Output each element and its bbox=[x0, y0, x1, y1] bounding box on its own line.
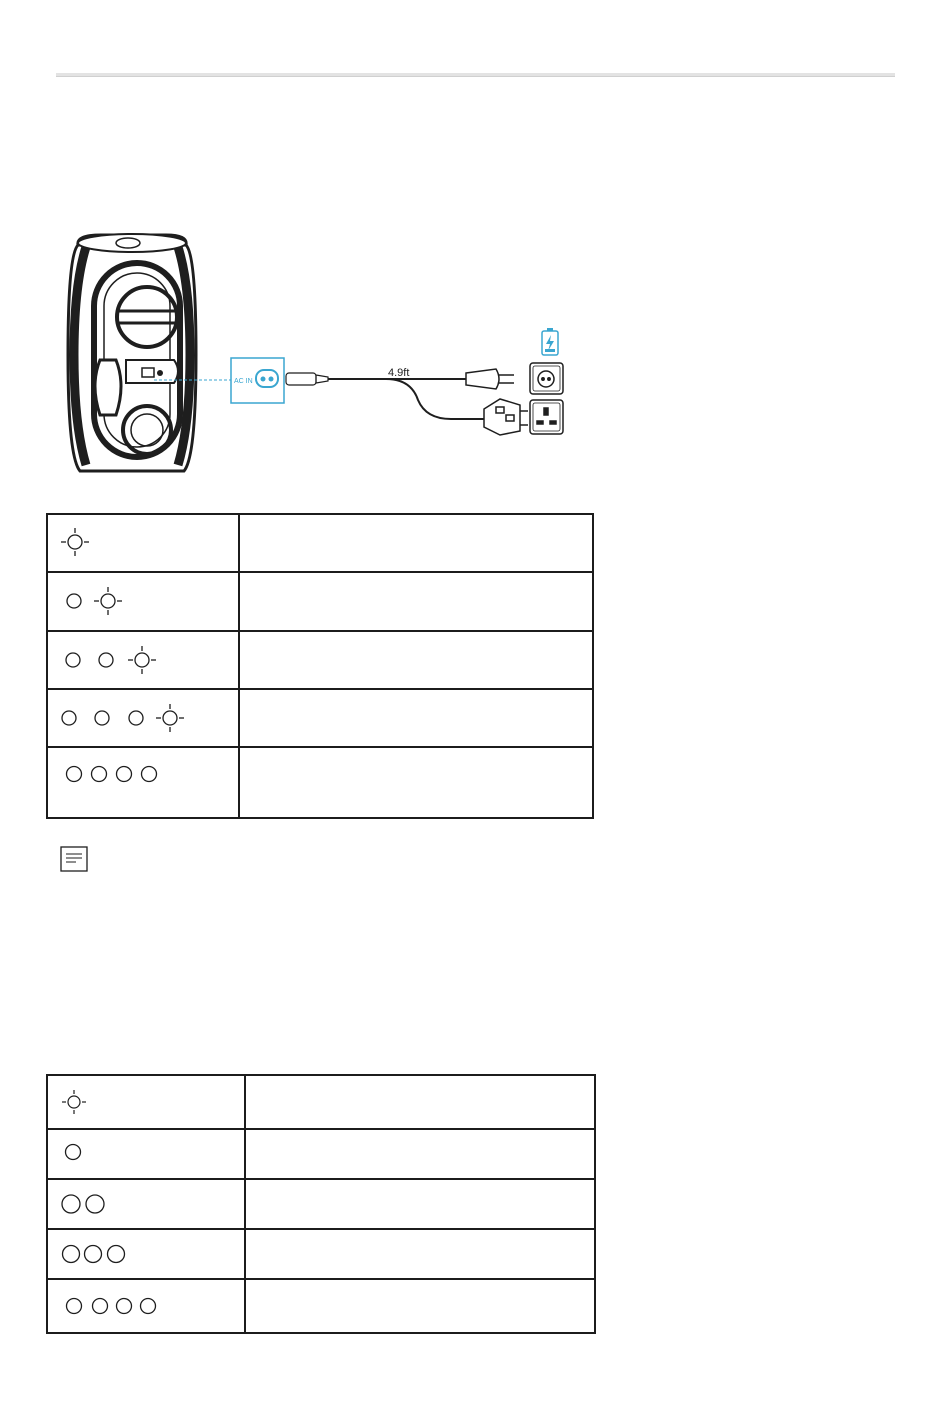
description-cell bbox=[239, 514, 593, 572]
indicator-cell bbox=[47, 1075, 245, 1129]
led-solid-icon bbox=[99, 653, 113, 667]
charging-figure bbox=[56, 225, 596, 490]
led-blinking-icon bbox=[94, 587, 122, 615]
led-solid-icon bbox=[85, 1246, 102, 1263]
led-solid-icon bbox=[63, 1246, 80, 1263]
description-cell bbox=[239, 631, 593, 689]
table-row bbox=[47, 1129, 595, 1179]
uk-plug-icon bbox=[484, 399, 528, 435]
description-cell bbox=[239, 747, 593, 818]
cable-length-label: 4.9ft bbox=[388, 367, 410, 379]
led-blinking-icon bbox=[128, 646, 156, 674]
speaker-illustration bbox=[68, 234, 196, 471]
eu-socket-icon bbox=[530, 363, 563, 394]
description-cell bbox=[245, 1279, 595, 1333]
indicator-cell bbox=[47, 572, 239, 631]
eu-plug-icon bbox=[466, 369, 514, 389]
indicator-cell bbox=[47, 1179, 245, 1229]
indicator-cell bbox=[47, 631, 239, 689]
table-row bbox=[47, 631, 593, 689]
table-row bbox=[47, 514, 593, 572]
power-cable-icon bbox=[286, 373, 484, 419]
indicator-cell bbox=[47, 747, 239, 818]
led-solid-icon bbox=[66, 1145, 81, 1160]
indicator-cell bbox=[47, 689, 239, 747]
description-cell bbox=[245, 1229, 595, 1279]
port-callout-label: AC IN bbox=[234, 378, 253, 385]
led-blinking-icon bbox=[156, 704, 184, 732]
led-solid-icon bbox=[86, 1195, 104, 1213]
table-row bbox=[47, 747, 593, 818]
indicator-cell bbox=[47, 1229, 245, 1279]
indicator-cell bbox=[47, 1279, 245, 1333]
led-solid-icon bbox=[92, 767, 107, 782]
led-solid-icon bbox=[67, 594, 81, 608]
table-row bbox=[47, 1179, 595, 1229]
battery-level-table bbox=[46, 1074, 596, 1334]
description-cell bbox=[245, 1179, 595, 1229]
led-solid-icon bbox=[62, 1195, 80, 1213]
table-row bbox=[47, 1279, 595, 1333]
led-blinking-icon bbox=[62, 1090, 86, 1114]
charging-battery-icon bbox=[542, 328, 558, 355]
charging-status-table bbox=[46, 513, 594, 819]
description-cell bbox=[245, 1129, 595, 1179]
note-icon bbox=[60, 846, 88, 872]
brand-label: soundcore bbox=[73, 339, 80, 375]
table-row bbox=[47, 572, 593, 631]
description-cell bbox=[239, 572, 593, 631]
led-solid-icon bbox=[129, 711, 143, 725]
led-solid-icon bbox=[62, 711, 76, 725]
description-cell bbox=[239, 689, 593, 747]
led-solid-icon bbox=[66, 653, 80, 667]
led-solid-icon bbox=[67, 767, 82, 782]
table-row bbox=[47, 1229, 595, 1279]
description-cell bbox=[245, 1075, 595, 1129]
led-solid-icon bbox=[108, 1246, 125, 1263]
led-solid-icon bbox=[93, 1299, 108, 1314]
header-rule bbox=[56, 73, 895, 77]
led-solid-icon bbox=[67, 1299, 82, 1314]
uk-socket-icon bbox=[530, 400, 563, 434]
led-solid-icon bbox=[95, 711, 109, 725]
led-solid-icon bbox=[141, 1299, 156, 1314]
led-solid-icon bbox=[142, 767, 157, 782]
led-solid-icon bbox=[117, 1299, 132, 1314]
table-row bbox=[47, 1075, 595, 1129]
led-blinking-icon bbox=[61, 528, 89, 556]
table-row bbox=[47, 689, 593, 747]
indicator-cell bbox=[47, 1129, 245, 1179]
led-solid-icon bbox=[117, 767, 132, 782]
indicator-cell bbox=[47, 514, 239, 572]
